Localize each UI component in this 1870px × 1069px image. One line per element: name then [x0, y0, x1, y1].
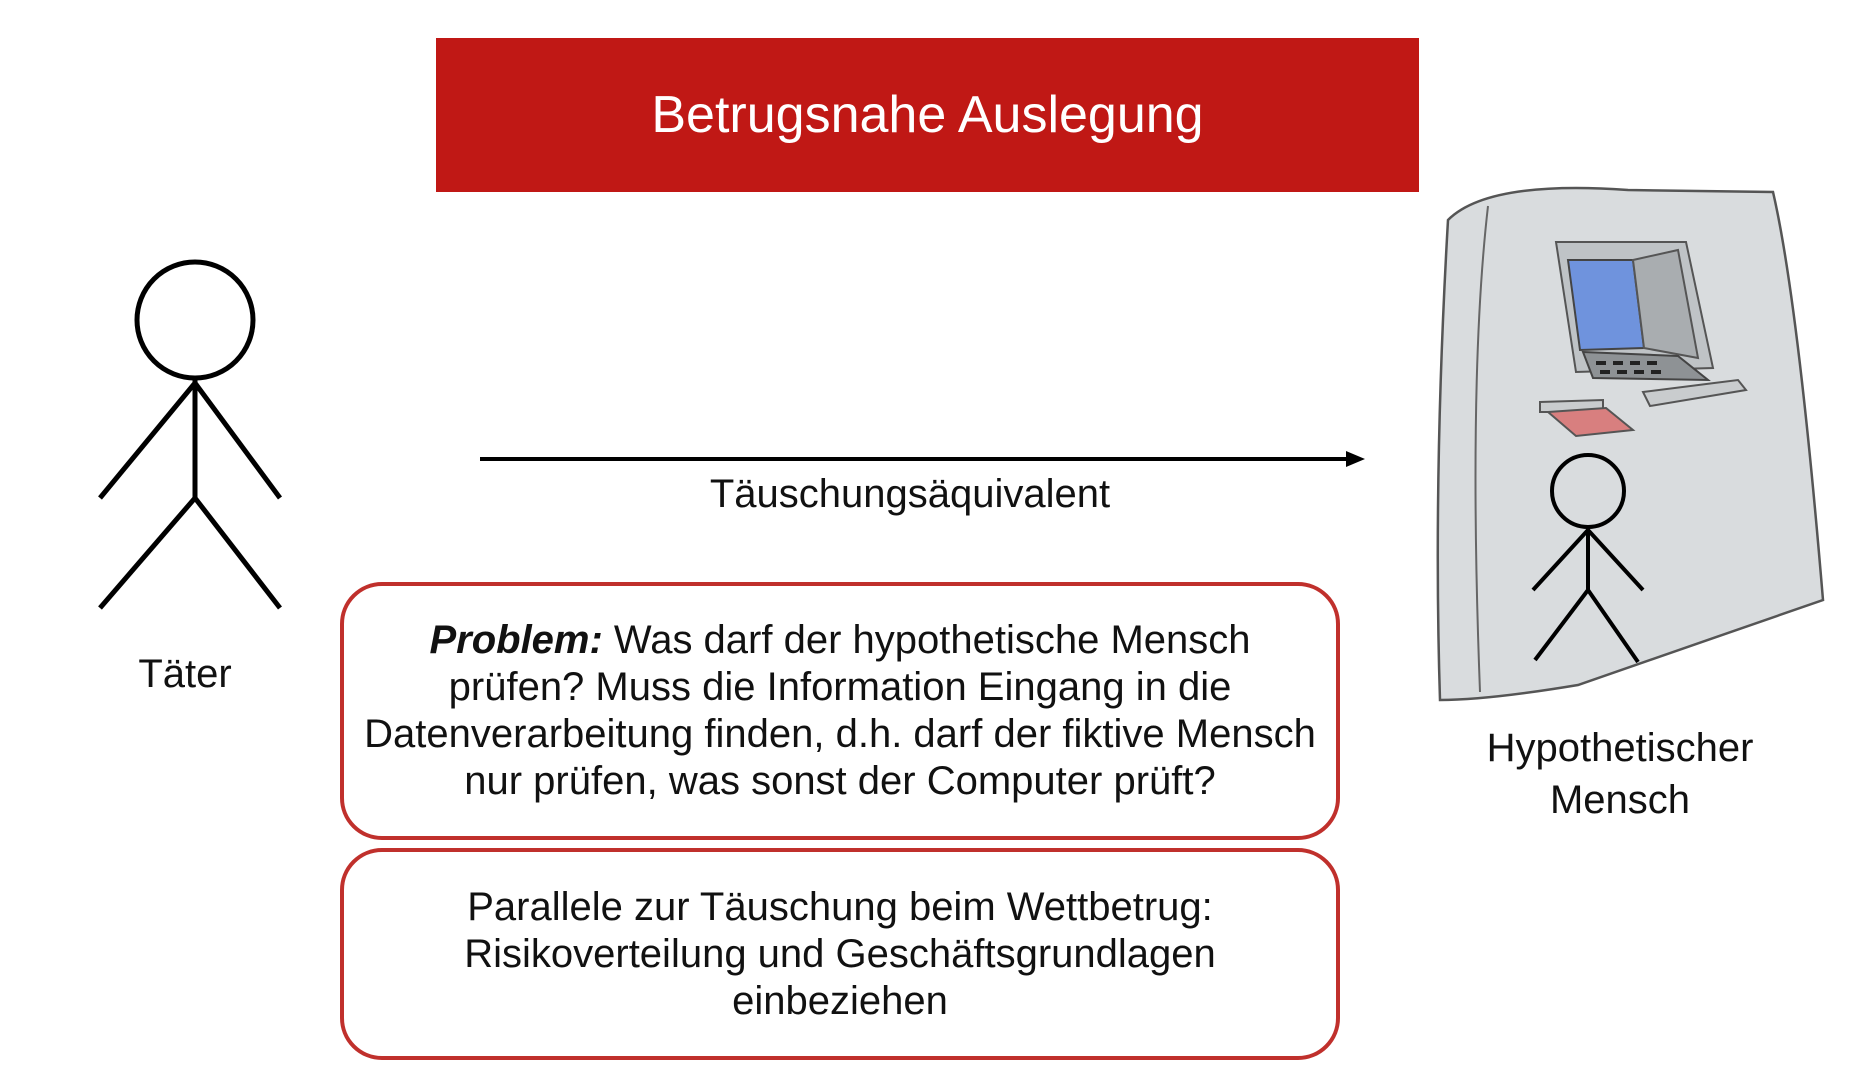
- problem-box: [340, 582, 1340, 840]
- problem-body: Was darf der hypothetische Mensch prüfen? Muss die Information Eingang in die Datenverarbeitung finden, d.h. darf der fiktive Mensch nur prüfen, was sonst der Computer prüft?: [364, 618, 1316, 803]
- atm-machine-icon: [1428, 180, 1838, 720]
- parallel-text: Parallele zur Täuschung beim Wettbetrug: Risikoverteilung und Geschäftsgrundlagen einbeziehen: [464, 884, 1216, 1023]
- stick-figure-icon: [90, 258, 290, 628]
- title-banner: [436, 38, 1419, 192]
- target-label-line2: Mensch: [1549, 778, 1691, 822]
- page-title: Betrugsnahe Auslegung: [651, 86, 1204, 144]
- target-label: [1440, 722, 1800, 826]
- problem-text: [358, 617, 1322, 805]
- actor-label: Täter: [138, 652, 232, 696]
- target-label-line1: Hypothetischer: [1486, 726, 1754, 770]
- arrow-right-icon: [480, 444, 1365, 474]
- parallel-box: [340, 848, 1340, 1060]
- problem-heading: Problem:: [429, 618, 603, 662]
- relation-label: Täuschungsäquivalent: [709, 472, 1111, 516]
